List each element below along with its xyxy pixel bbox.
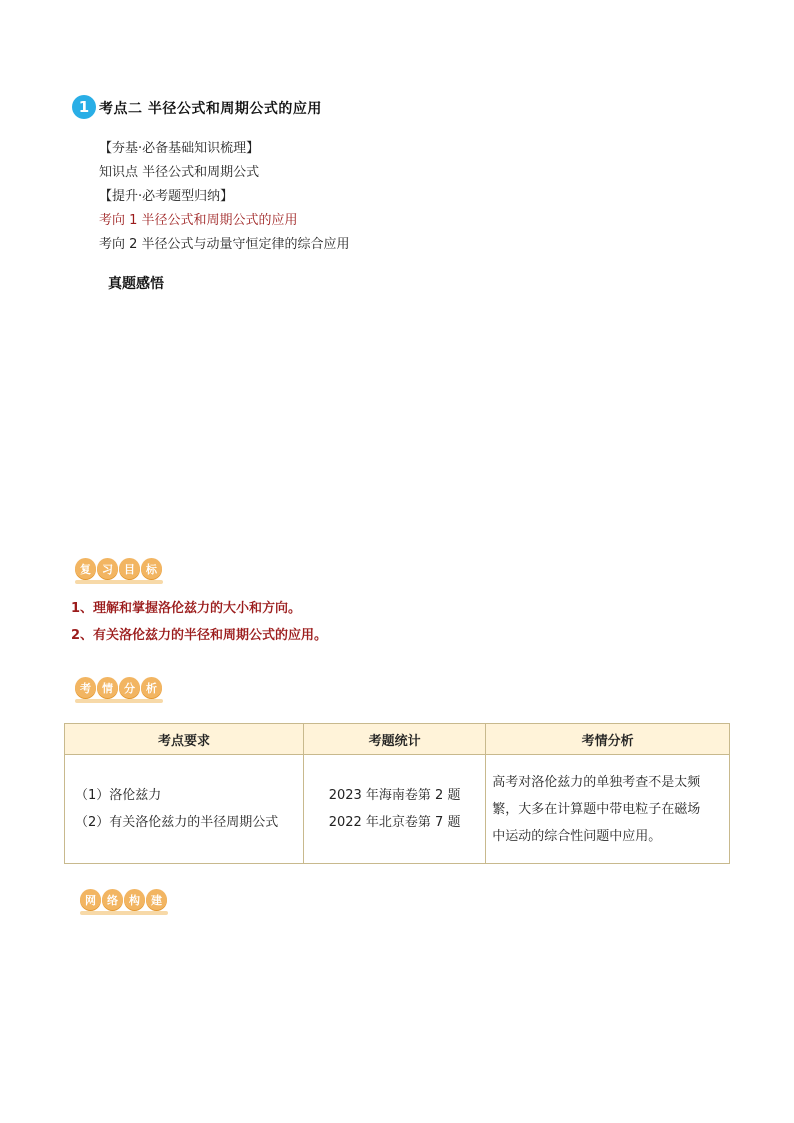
toc-item-direction-2: 考向 2 半径公式与动量守恒定律的综合应用 <box>99 237 350 252</box>
badge-char: 网 <box>80 889 101 910</box>
real-questions-heading: 真题感悟 <box>108 276 164 292</box>
header-statistics: 考题统计 <box>303 724 485 755</box>
header-requirements: 考点要求 <box>65 724 304 755</box>
toc-item-basics: 【夯基·必备基础知识梳理】 <box>99 141 260 156</box>
badge-char: 析 <box>141 677 162 698</box>
statistics-item: 2022 年北京卷第 7 题 <box>328 815 461 830</box>
analysis-line: 繁，大多在计算题中带电粒子在磁场 <box>492 801 701 817</box>
review-goals-badge <box>75 558 163 584</box>
badge-char: 构 <box>124 889 145 910</box>
badge-char: 考 <box>75 677 96 698</box>
badge-char: 分 <box>119 677 140 698</box>
toc-item-knowledge-point: 知识点 半径公式和周期公式 <box>99 165 260 180</box>
requirement-item: （1）洛伦兹力 <box>75 788 162 803</box>
badge-char: 情 <box>97 677 118 698</box>
analysis-cell <box>486 755 730 864</box>
badge-underline <box>80 911 168 915</box>
header-analysis: 考情分析 <box>486 724 730 755</box>
section-number-badge: 1 <box>72 95 96 119</box>
badge-char: 标 <box>141 558 162 579</box>
badge-underline <box>75 699 163 703</box>
badge-char: 络 <box>102 889 123 910</box>
statistics-item: 2023 年海南卷第 2 题 <box>328 788 461 803</box>
review-goal-2: 2、有关洛伦兹力的半径和周期公式的应用。 <box>71 628 328 643</box>
badge-char: 建 <box>146 889 167 910</box>
table-row <box>65 755 730 864</box>
badge-underline <box>75 580 163 584</box>
exam-analysis-badge <box>75 677 163 703</box>
toc-item-improve: 【提升·必考题型归纳】 <box>99 189 234 204</box>
toc-item-direction-1: 考向 1 半径公式和周期公式的应用 <box>99 213 298 228</box>
badge-char: 复 <box>75 558 96 579</box>
requirement-item: （2）有关洛伦兹力的半径周期公式 <box>75 815 279 830</box>
network-build-badge <box>80 889 168 915</box>
analysis-line: 高考对洛伦兹力的单独考查不是太频 <box>492 774 701 790</box>
analysis-line: 中运动的综合性问题中应用。 <box>492 828 662 844</box>
section-title: 考点二 半径公式和周期公式的应用 <box>99 101 322 117</box>
exam-analysis-table <box>64 723 730 864</box>
statistics-cell <box>303 755 485 864</box>
badge-char: 习 <box>97 558 118 579</box>
review-goal-1: 1、理解和掌握洛伦兹力的大小和方向。 <box>71 601 302 616</box>
requirements-cell <box>65 755 304 864</box>
table-header-row <box>65 724 730 755</box>
badge-char: 目 <box>119 558 140 579</box>
